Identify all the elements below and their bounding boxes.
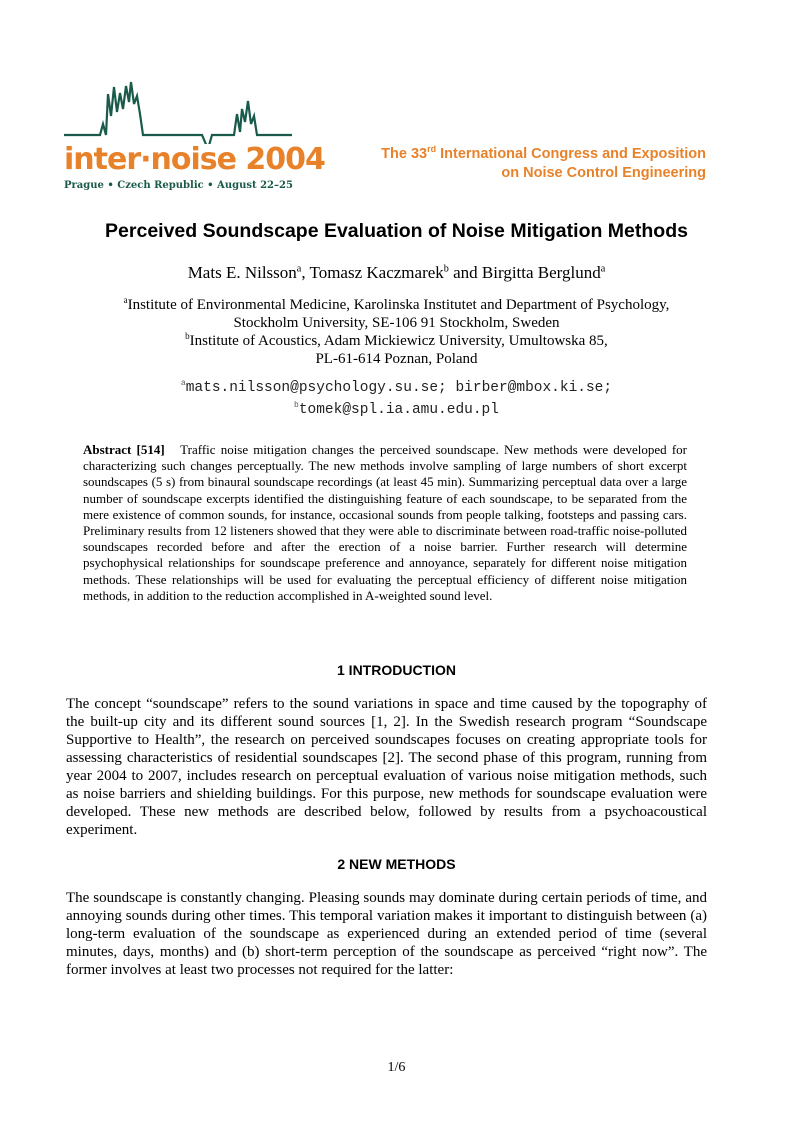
affiliation-line: PL-61-614 Poznan, Poland: [315, 351, 478, 367]
paper-title: Perceived Soundscape Evaluation of Noise Mitigation Methods: [105, 220, 688, 242]
abstract-text: Traffic noise mitigation changes the perceived soundscape. New methods were developed for characterizing such changes perceptually. The new methods involve sampling of large numbers of short excerpt soundscapes (5 s) from binaural soundscape recordings (at least 45 min). Summarizing perceptual data over a large number of soundscape excerpts identified the distinguishing feature of each soundscape, to be separated from the mere existence of common sounds, for instance, occasional sounds from people talking, footsteps and passing cars. Preliminary results from 12 listeners showed that they were able to discriminate between road-traffic noise-polluted soundscapes recorded before and after the erection of a noise barrier. Further research will determine psychophysical relationships for soundscape preference and annoyance, separately for different noise mitigation methods. These relationships will be used for evaluating the perceptual efficiency of different noise mitigation methods, in addition to the reduction accomplished in A-weighted sound level.: [83, 442, 687, 603]
email-link[interactable]: mats.nilsson@psychology.su.se; birber@mbox.ki.se;: [185, 379, 613, 396]
affiliations: [0, 296, 793, 368]
introduction-paragraph: The concept “soundscape” refers to the sound variations in space and time caused by the topography of the built-up city and its different sound sources [1, 2]. In the Swedish research program “Soundscape Supportive to Health”, the research on perceived soundscapes focuses on creating appropriate tools for assessing characteristics of residential soundscapes [2]. The second phase of this program, running from year 2004 to 2007, includes research on perceptual evaluation of various noise mitigation methods, such as noise barriers and shielding buildings. For this purpose, new methods for soundscape evaluation were developed. These new methods are described below, followed by results from a psychoacoustical experiment.: [66, 696, 707, 838]
skyline-waveform-icon: [62, 74, 294, 144]
new-methods-paragraph: The soundscape is constantly changing. Pleasing sounds may dominate during certain periods of time, and annoying sounds during other times. This temporal variation makes it important to distinguish between (a) long-term evaluation of the soundscape as experienced during an extended period of time (several minutes, days, months) and (b) short-term perception of the soundscape as perceived “right now”. The former involves at least two processes not required for the latter:: [66, 890, 707, 978]
page-number: 1/6: [387, 1060, 406, 1075]
affiliation-line: $^a$Institute of Environmental Medicine, Karolinska Institutet and Department of Psychology,: [123, 295, 670, 313]
section-heading-introduction: 1 INTRODUCTION: [337, 662, 456, 678]
email-addresses: $^a$mats.nilsson@psychology.su.se; birber@mbox.ki.se; $^b$tomek@spl.ia.amu.edu.pl: [180, 379, 613, 418]
conference-title: The 33rd International Congress and Exposition on Noise Control Engineering: [381, 144, 706, 181]
abstract: [83, 442, 687, 604]
logo-wordmark: inter·noise 2004: [64, 142, 325, 177]
abstract-label: Abstract [514]: [83, 442, 165, 457]
conference-logo: [62, 74, 325, 198]
affiliation-line: Stockholm University, SE-106 91 Stockholm, Sweden: [233, 315, 560, 331]
author-list: Mats E. Nilsson$^a$, Tomasz Kaczmarek$^b$ and Birgitta Berglund$^a$: [187, 263, 606, 282]
logo-tagline: Prague • Czech Republic • August 22–25: [64, 180, 293, 191]
section-heading-new-methods: 2 NEW METHODS: [337, 856, 456, 872]
affiliation-line: $^b$Institute of Acoustics, Adam Mickiewicz University, Umultowska 85,: [185, 331, 608, 349]
email-link[interactable]: tomek@spl.ia.amu.edu.pl: [298, 401, 499, 418]
